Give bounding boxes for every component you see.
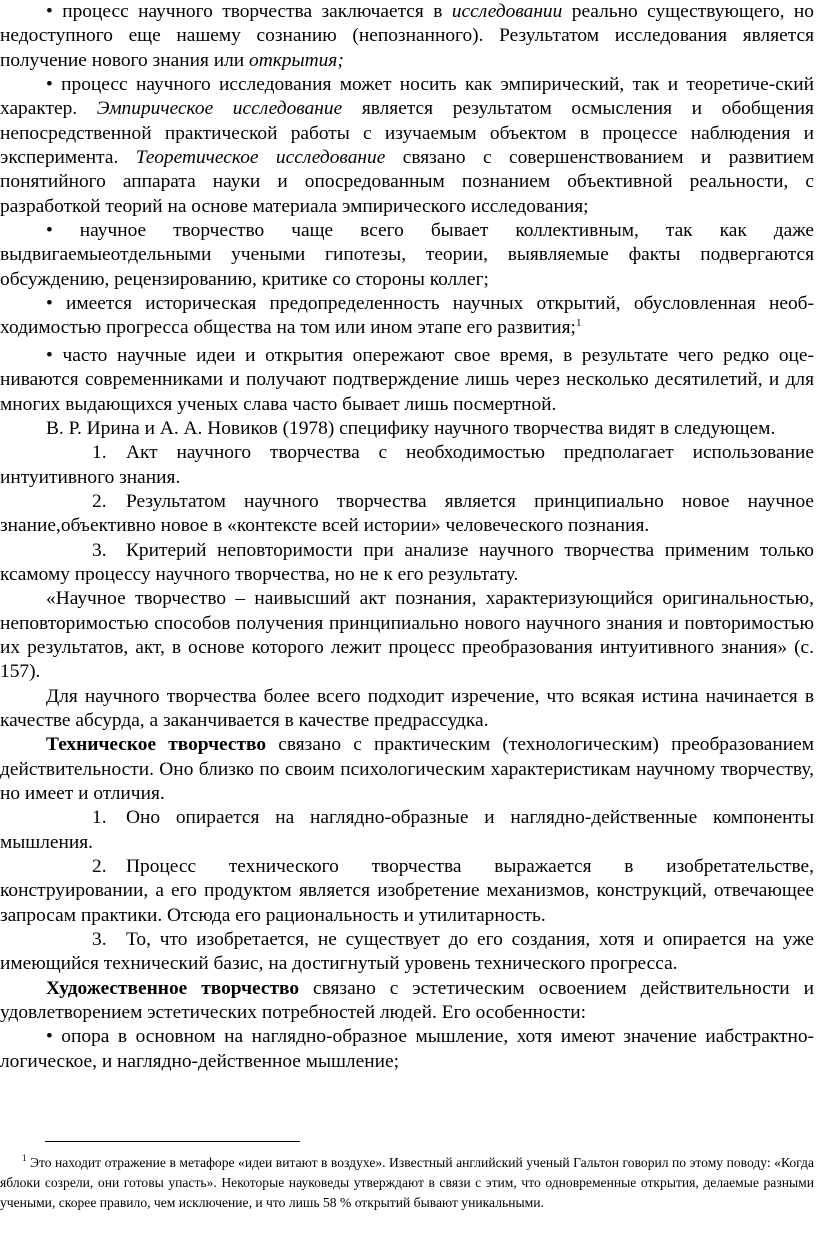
text-run: Процесс технического творчества выражается в изобретательстве, конструировании, а его продуктом является изобретение механизмов, конструкций, отвечающее запросам практики. Отсюда его рациональность и утилитарность. [0,856,814,926]
italic-term: Эмпирическое исследование [96,98,343,120]
numbered-paragraph [0,928,814,977]
numbered-paragraph [0,806,814,855]
text-run: Оно опирается на наглядно-образные и наглядно-действенные компоненты мышления. [0,807,814,853]
footnote-reference: 1 [575,317,582,330]
list-number: 1. [92,442,107,464]
bold-term: Художественное творчество [46,977,300,999]
text-run: Для научного творчества более всего подходит изречение, что всякая истина начинается в качестве абсурда, а заканчивается в качестве предрассудка. [0,685,814,731]
text-run: • имеется историческая предопределенность научных открытий, обусловленная необ-ходимостью прогресса общества на том или ином этапе его развития; [0,293,814,339]
text-run: • процесс научного творчества заключается в [46,1,452,22]
list-number: 1. [92,807,107,829]
text-run: связано с совершенствованием и развитием понятийного аппарата науки и опосредованным познанием объективной реальности, с разработкой теорий на основе материала эмпирического исследования; [0,147,814,217]
footnote [0,1153,814,1214]
paragraph [0,0,814,73]
text-run: • часто научные идеи и открытия опережают свое время, в результате чего редко оце-ниваются современниками и получают подтверждение лишь через несколько десятилетий, и для многих выдающихся ученых слава часто бывает лишь посмертной. [0,344,814,415]
text-run: • процесс научного исследования может носить как эмпирический, так и теоретиче-ский характер. [0,74,814,120]
text-run: • опора в основном на наглядно-образное мышление, хотя имеют значение иабстрактно-логическое, и наглядно-действенное мышление; [0,1026,814,1072]
numbered-paragraph [0,441,814,490]
text-run: То, что изобретается, не существует до его создания, хотя и опирается на уже имеющийся технический базис, на достигнутый уровень технического прогресса. [0,929,814,975]
bold-term: Техническое творчество [46,734,267,756]
footnote-text: Это находит отражение в метафоре «идеи витают в воздухе». Известный английский ученый Гальтон говорил по этому поводу: «Когда яблоки созрели, они готовы упасть». Некоторые науковеды утверждают в связи с этим, что одновременные открытия, делаемые разными учеными, скорее правило, чем исключение, и что лишь 58 % открытий бывают уникальными. [0,1155,814,1211]
italic-term: Теоретическое исследование [135,147,386,169]
paragraph [0,219,814,292]
numbered-paragraph [0,855,814,928]
text-run: Критерий неповторимости при анализе научного творчества применим только ксамому процессу научного творчества, но не к его результату. [0,539,814,585]
list-number: 3. [92,929,107,951]
paragraph [0,587,814,684]
paragraph [0,977,814,1026]
italic-term: исследовании [451,1,563,22]
paragraph [0,73,814,219]
text-run: Результатом научного творчества является принципиально новое научное знание,объективно новое в «контексте всей истории» человеческого познания. [0,490,814,537]
text-run: • научное творчество чаще всего бывает коллективным, так как даже выдвигаемыеотдельными учеными гипотезы, теории, выявляемые факты подвергаются обсуждению, рецензированию, критике со стороны коллег; [0,220,814,290]
text-run: является результатом осмысления и обобщения непосредственной практической работы с изучаемым объектом в процессе наблюдения и эксперимента. [0,98,814,169]
text-run: Акт научного творчества с необходимостью предполагает использование интуитивного знания. [0,442,814,488]
numbered-paragraph [0,539,814,588]
numbered-paragraph [0,490,814,539]
list-number: 2. [92,490,107,512]
list-number: 3. [92,539,107,561]
text-run: «Научное творчество – наивысший акт познания, характеризующийся оригинальностью, неповторимостью способов получения принципиально нового научного знания и повторимостью их результатов, акт, в основе которого лежит процесс преобразования интуитивного знания» (с. 157). [0,588,814,683]
footnote-marker: 1 [22,1153,27,1163]
text-run: связано с практическим (технологическим) преобразованием действительности. Оно близко по своим психологическим характеристикам научному творчеству, но имеет и отличия. [0,734,814,804]
text-run: реально существующего, но недоступного еще нашему сознанию (непознанного). Результатом исследования является получение нового знания или [0,1,814,71]
italic-term: открытия; [249,49,344,71]
text-run: В. Р. Ирина и А. А. Новиков (1978) специфику научного творчества видят в следующем. [46,417,776,439]
list-number: 2. [92,856,107,878]
paragraph [0,292,814,341]
paragraph [0,685,814,734]
paragraph [0,344,814,417]
paragraph [0,733,814,806]
text-run: связано с эстетическим освоением действительности и удовлетворением эстетических потребностей людей. Его особенности: [0,977,815,1024]
footnote-separator [45,1141,300,1142]
paragraph [0,1025,814,1074]
paragraph [0,417,814,441]
